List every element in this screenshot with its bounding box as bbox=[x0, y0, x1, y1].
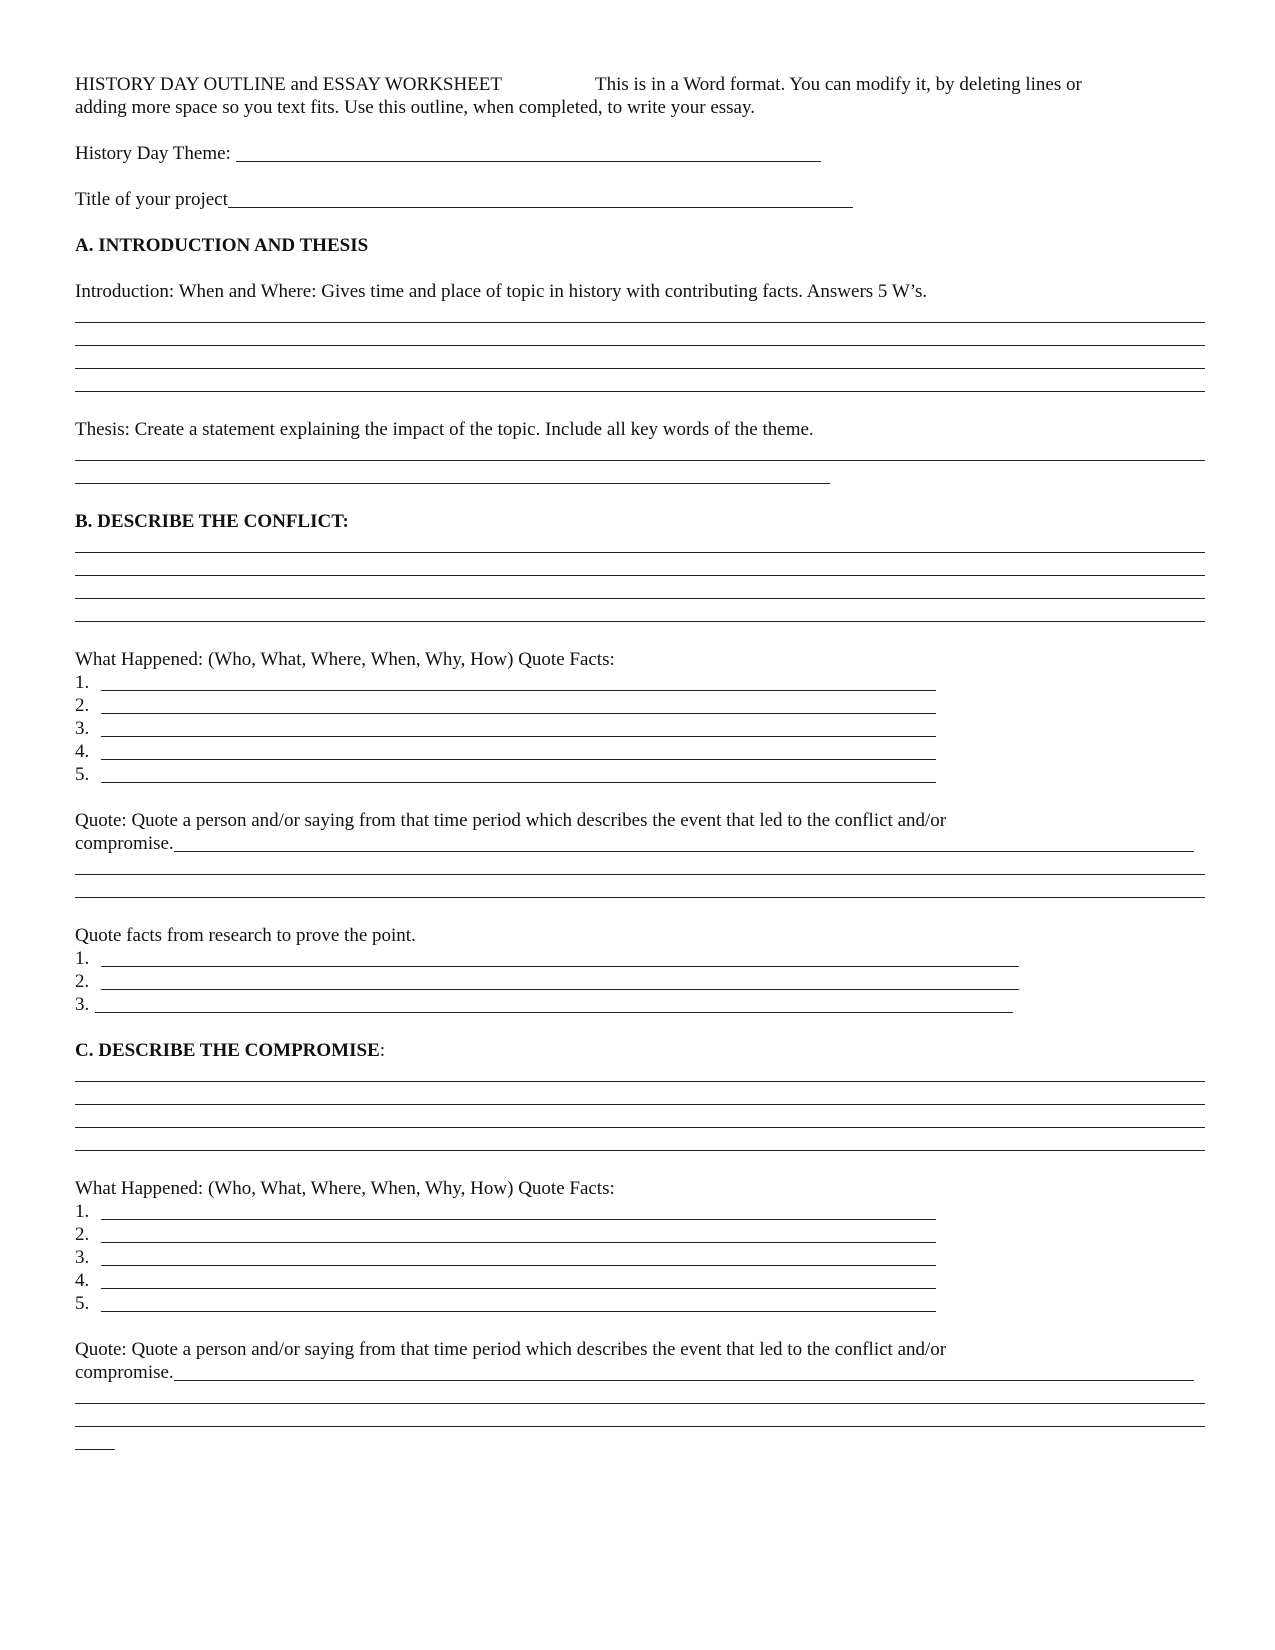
quote-blank[interactable] bbox=[174, 832, 1194, 852]
list-item[interactable] bbox=[75, 671, 1205, 694]
conflict-quote-field[interactable] bbox=[75, 832, 1205, 855]
thesis-line[interactable] bbox=[75, 441, 1205, 464]
thesis-prompt: Thesis: Create a statement explaining the impact of the topic. Include all key words of the theme. bbox=[75, 419, 814, 440]
intro-prompt: Introduction: When and Where: Gives time and place of topic in history with contributing facts. Answers 5 W’s. bbox=[75, 281, 928, 302]
quote-line[interactable] bbox=[75, 1430, 1205, 1453]
list-item[interactable] bbox=[75, 740, 1205, 763]
fact-blank[interactable] bbox=[101, 1269, 936, 1289]
worksheet-page bbox=[75, 73, 1205, 1453]
compromise-line[interactable] bbox=[75, 1085, 1205, 1108]
project-title-blank[interactable] bbox=[228, 188, 853, 208]
list-number: 1. bbox=[75, 1201, 90, 1222]
list-item[interactable] bbox=[75, 1223, 1205, 1246]
fact-blank[interactable] bbox=[101, 1223, 936, 1243]
intro-line[interactable] bbox=[75, 372, 1205, 395]
list-item[interactable] bbox=[75, 1269, 1205, 1292]
compromise-facts-list bbox=[75, 1200, 1205, 1315]
research-prompt: Quote facts from research to prove the point. bbox=[75, 925, 416, 946]
section-a-heading: A. INTRODUCTION AND THESIS bbox=[75, 235, 369, 256]
section-c-colon: : bbox=[379, 1040, 386, 1061]
section-b-heading: B. DESCRIBE THE CONFLICT: bbox=[75, 511, 349, 532]
compromise-line[interactable] bbox=[75, 1131, 1205, 1154]
list-number: 3. bbox=[75, 994, 90, 1015]
theme-field[interactable] bbox=[75, 142, 1205, 165]
header-line-1 bbox=[75, 73, 1205, 96]
fact-blank[interactable] bbox=[101, 763, 936, 783]
list-item[interactable] bbox=[75, 717, 1205, 740]
list-number: 3. bbox=[75, 1247, 90, 1268]
list-item[interactable] bbox=[75, 947, 1205, 970]
list-number: 4. bbox=[75, 1270, 90, 1291]
fact-blank[interactable] bbox=[95, 993, 1013, 1013]
quote-line[interactable] bbox=[75, 1407, 1205, 1430]
compromise-word: compromise. bbox=[75, 1362, 174, 1383]
list-number: 1. bbox=[75, 948, 90, 969]
list-number: 4. bbox=[75, 741, 90, 762]
section-c-heading-text: C. DESCRIBE THE COMPROMISE bbox=[75, 1040, 380, 1061]
list-number: 5. bbox=[75, 764, 90, 785]
compromise-what-happened: What Happened: (Who, What, Where, When, Why, How) Quote Facts: bbox=[75, 1178, 615, 1199]
fact-blank[interactable] bbox=[101, 1246, 936, 1266]
list-number: 2. bbox=[75, 1224, 90, 1245]
list-item[interactable] bbox=[75, 1200, 1205, 1223]
fact-blank[interactable] bbox=[101, 1200, 936, 1220]
compromise-word: compromise. bbox=[75, 833, 174, 854]
compromise-quote-prompt: Quote: Quote a person and/or saying from that time period which describes the event that led to the conflict and/or bbox=[75, 1339, 947, 1360]
list-number: 2. bbox=[75, 971, 90, 992]
quote-blank[interactable] bbox=[174, 1361, 1194, 1381]
conflict-line[interactable] bbox=[75, 579, 1205, 602]
conflict-line[interactable] bbox=[75, 602, 1205, 625]
research-facts-list bbox=[75, 947, 1205, 1016]
intro-line[interactable] bbox=[75, 349, 1205, 372]
theme-blank[interactable] bbox=[236, 142, 821, 162]
list-item[interactable] bbox=[75, 1246, 1205, 1269]
project-title-field[interactable] bbox=[75, 188, 1205, 211]
conflict-what-happened: What Happened: (Who, What, Where, When, Why, How) Quote Facts: bbox=[75, 649, 615, 670]
worksheet-title: HISTORY DAY OUTLINE and ESSAY WORKSHEET bbox=[75, 74, 502, 95]
fact-blank[interactable] bbox=[101, 694, 936, 714]
list-item[interactable] bbox=[75, 993, 1205, 1016]
compromise-line[interactable] bbox=[75, 1062, 1205, 1085]
format-note: This is in a Word format. You can modify it, by deleting lines or bbox=[595, 74, 1082, 95]
compromise-line[interactable] bbox=[75, 1108, 1205, 1131]
conflict-line[interactable] bbox=[75, 556, 1205, 579]
intro-line[interactable] bbox=[75, 303, 1205, 326]
quote-line[interactable] bbox=[75, 878, 1205, 901]
section-c-heading bbox=[75, 1039, 1205, 1062]
format-note-continued: adding more space so you text fits. Use this outline, when completed, to write your essay. bbox=[75, 97, 755, 118]
list-item[interactable] bbox=[75, 763, 1205, 786]
conflict-facts-list bbox=[75, 671, 1205, 786]
list-number: 5. bbox=[75, 1293, 90, 1314]
list-item[interactable] bbox=[75, 970, 1205, 993]
list-item[interactable] bbox=[75, 1292, 1205, 1315]
fact-blank[interactable] bbox=[101, 717, 936, 737]
intro-line[interactable] bbox=[75, 326, 1205, 349]
conflict-quote-prompt: Quote: Quote a person and/or saying from that time period which describes the event that led to the conflict and/or bbox=[75, 810, 947, 831]
quote-line[interactable] bbox=[75, 1384, 1205, 1407]
list-number: 2. bbox=[75, 695, 90, 716]
project-title-label: Title of your project bbox=[75, 189, 228, 210]
fact-blank[interactable] bbox=[101, 970, 1019, 990]
theme-label: History Day Theme: bbox=[75, 143, 236, 164]
fact-blank[interactable] bbox=[101, 1292, 936, 1312]
quote-line[interactable] bbox=[75, 855, 1205, 878]
list-number: 1. bbox=[75, 672, 90, 693]
conflict-line[interactable] bbox=[75, 533, 1205, 556]
list-number: 3. bbox=[75, 718, 90, 739]
fact-blank[interactable] bbox=[101, 947, 1019, 967]
list-item[interactable] bbox=[75, 694, 1205, 717]
fact-blank[interactable] bbox=[101, 740, 936, 760]
compromise-quote-field[interactable] bbox=[75, 1361, 1205, 1384]
fact-blank[interactable] bbox=[101, 671, 936, 691]
thesis-line[interactable] bbox=[75, 464, 1205, 487]
